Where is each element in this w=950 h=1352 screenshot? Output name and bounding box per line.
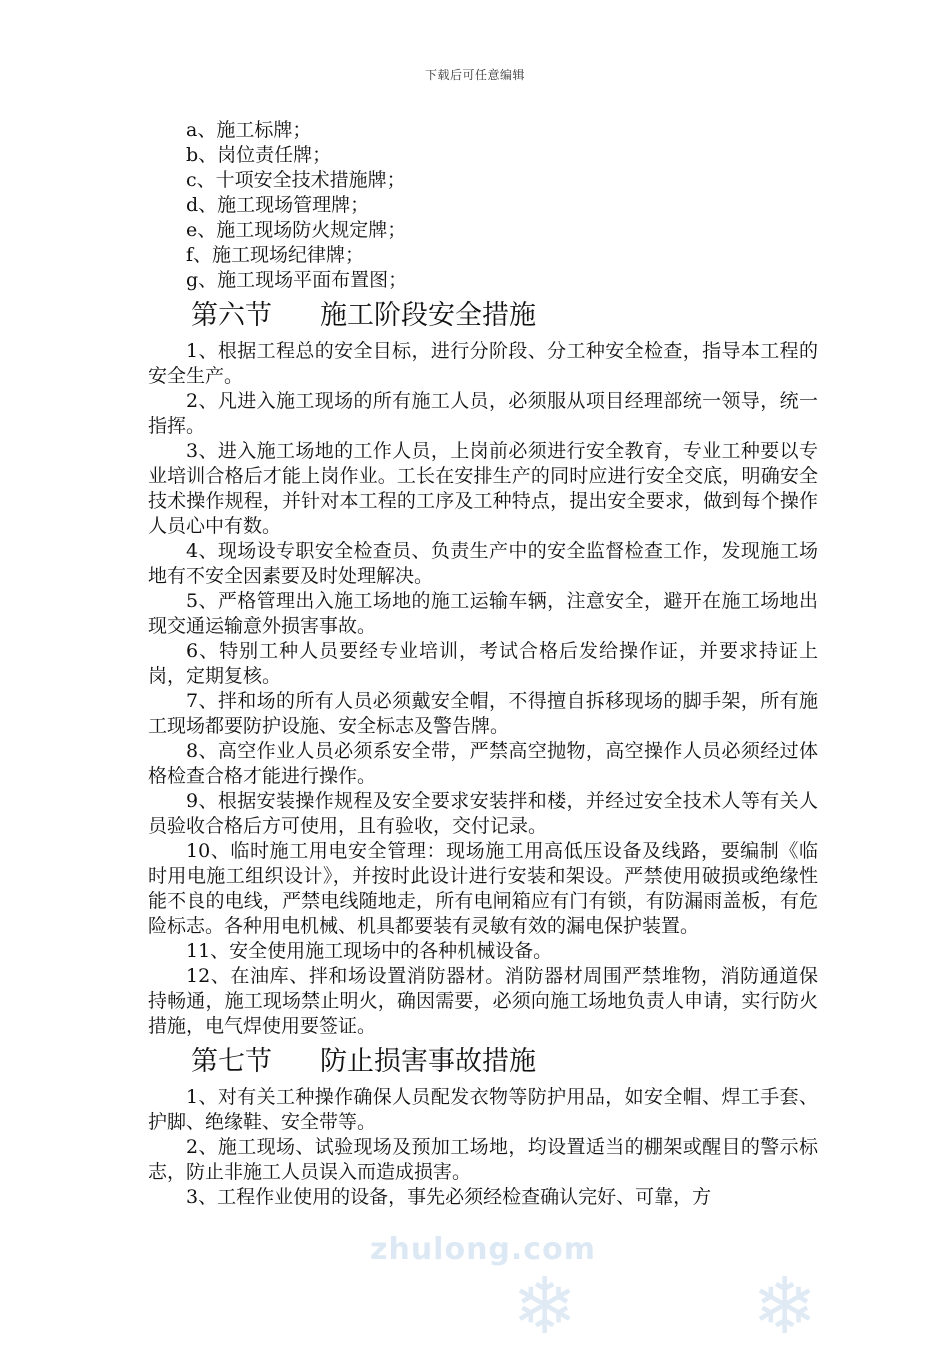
list-item: a、施工标牌；	[186, 119, 312, 141]
paragraph: 4、现场设专职安全检查员、负责生产中的安全监督检查工作，发现施工场地有不安全因素要及时处理解决。	[148, 540, 818, 587]
paragraph: 12、在油库、拌和场设置消防器材。消防器材周围严禁堆物，消防通道保持畅通，施工现场禁止明火，确因需要，必须向施工场地负责人申请，实行防火措施，电气焊使用要签证。	[148, 965, 818, 1037]
snowflake-icon: ❄	[752, 1262, 818, 1352]
list-item: b、岗位责任牌；	[186, 144, 332, 166]
section-6-title: 施工阶段安全措施	[320, 300, 536, 331]
list-item: f、施工现场纪律牌；	[186, 244, 365, 266]
paragraph: 1、根据工程总的安全目标，进行分阶段、分工种安全检查，指导本工程的安全生产。	[148, 340, 818, 387]
paragraph: 2、施工现场、试验现场及预加工场地，均设置适当的棚架或醒目的警示标志，防止非施工人员误入而造成损害。	[148, 1136, 818, 1183]
section-7-number: 第七节	[191, 1046, 272, 1077]
section-7-heading	[148, 1044, 818, 1080]
paragraph: 8、高空作业人员必须系安全带，严禁高空抛物，高空操作人员必须经过体格检查合格才能进行操作。	[148, 740, 818, 787]
list-item: e、施工现场防火规定牌；	[186, 219, 407, 241]
list-item: g、施工现场平面布置图；	[186, 269, 408, 291]
paragraph: 10、临时施工用电安全管理：现场施工用高低压设备及线路，要编制《临时用电施工组织设计》，并按时此设计进行安装和架设。严禁使用破损或绝缘性能不良的电线，严禁电线随地走，所有电闸箱应有门有锁，有防漏雨盖板，有危险标志。各种用电机械、机具都要装有灵敏有效的漏电保护装置。	[148, 840, 818, 937]
page-header: 下载后可任意编辑	[424, 68, 525, 82]
paragraph: 3、进入施工场地的工作人员，上岗前必须进行安全教育，专业工种要以专业培训合格后才能上岗作业。工长在安排生产的同时应进行安全交底，明确安全技术操作规程，并针对本工程的工序及工种特点，提出安全要求，做到每个操作人员心中有数。	[148, 440, 818, 537]
paragraph: 7、拌和场的所有人员必须戴安全帽，不得擅自拆移现场的脚手架，所有施工现场都要防护设施、安全标志及警告牌。	[148, 690, 818, 737]
paragraph: 11、安全使用施工现场中的各种机械设备。	[186, 940, 553, 962]
paragraph: 5、严格管理出入施工场地的施工运输车辆，注意安全，避开在施工场地出现交通运输意外损害事故。	[148, 590, 818, 637]
watermark-text: zhulong.com	[370, 1232, 596, 1267]
paragraph: 2、凡进入施工现场的所有施工人员，必须服从项目经理部统一领导，统一指挥。	[148, 390, 818, 437]
list-item: c、十项安全技术措施牌；	[186, 169, 406, 191]
paragraph: 6、特别工种人员要经专业培训，考试合格后发给操作证，并要求持证上岗，定期复核。	[148, 640, 818, 687]
snowflake-icon: ❄	[512, 1262, 578, 1352]
section-6-number: 第六节	[191, 300, 272, 331]
paragraph: 9、根据安装操作规程及安全要求安装拌和楼，并经过安全技术人等有关人员验收合格后方可使用，且有验收，交付记录。	[148, 790, 818, 837]
list-item: d、施工现场管理牌；	[186, 194, 370, 216]
paragraph: 3、工程作业使用的设备，事先必须经检查确认完好、可靠，方	[186, 1186, 712, 1208]
section-6-heading	[148, 298, 818, 334]
paragraph: 1、对有关工种操作确保人员配发衣物等防护用品，如安全帽、焊工手套、护脚、绝缘鞋、安全带等。	[148, 1086, 818, 1133]
document-body	[148, 118, 818, 1210]
section-7-title: 防止损害事故措施	[320, 1046, 536, 1077]
